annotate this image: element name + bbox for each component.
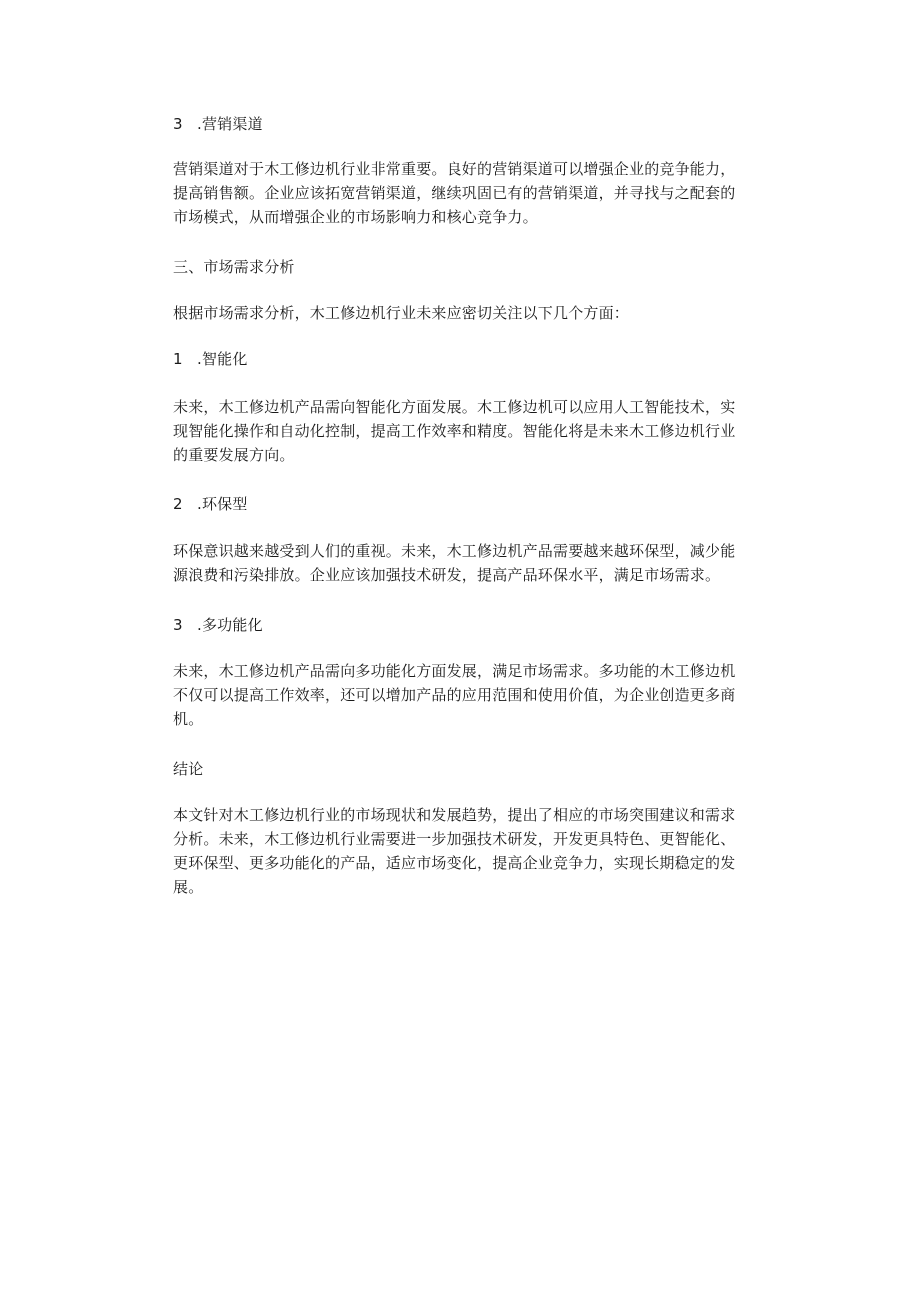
marketing-channel-heading xyxy=(173,112,753,136)
heading-number: 1 xyxy=(173,350,183,368)
conclusion-heading: 结论 xyxy=(173,760,204,778)
heading-number: 3 xyxy=(173,115,183,133)
multifunction-paragraph xyxy=(173,659,753,731)
intelligent-paragraph xyxy=(173,395,753,467)
paragraph-line: 本文针对木工修边机行业的市场现状和发展趋势，提出了相应的市场突围建议和需求 xyxy=(173,806,736,824)
paragraph-line: 市场模式，从而增强企业的市场影响力和核心竞争力。 xyxy=(173,208,538,226)
paragraph-line: 更环保型、更多功能化的产品，适应市场变化，提高企业竞争力，实现长期稳定的发 xyxy=(173,854,736,872)
paragraph-line: 展。 xyxy=(173,878,204,896)
paragraph-line: 现智能化操作和自动化控制，提高工作效率和精度。智能化将是未来木工修边机行业 xyxy=(173,422,736,440)
eco-friendly-paragraph xyxy=(173,539,753,587)
marketing-channel-paragraph xyxy=(173,157,753,229)
heading-title: .智能化 xyxy=(197,350,248,368)
intelligent-heading xyxy=(173,347,753,371)
multifunction-heading xyxy=(173,613,753,637)
paragraph-line: 未来，木工修边机产品需向多功能化方面发展，满足市场需求。多功能的木工修边机 xyxy=(173,662,736,680)
paragraph-line: 源浪费和污染排放。企业应该加强技术研发，提高产品环保水平，满足市场需求。 xyxy=(173,566,721,584)
paragraph-line: 的重要发展方向。 xyxy=(173,446,295,464)
paragraph-line: 营销渠道对于木工修边机行业非常重要。良好的营销渠道可以增强企业的竞争能力， xyxy=(173,160,736,178)
market-demand-section-heading: 三、市场需求分析 xyxy=(173,258,295,276)
heading-title: .环保型 xyxy=(197,495,248,513)
heading-title: .多功能化 xyxy=(197,616,263,634)
paragraph-line: 机。 xyxy=(173,710,204,728)
paragraph-line: 提高销售额。企业应该拓宽营销渠道，继续巩固已有的营销渠道，并寻找与之配套的 xyxy=(173,184,736,202)
paragraph-line: 分析。未来，木工修边机行业需要进一步加强技术研发，开发更具特色、更智能化、 xyxy=(173,830,736,848)
eco-friendly-heading xyxy=(173,492,753,516)
heading-number: 2 xyxy=(173,495,183,513)
paragraph-line: 不仅可以提高工作效率，还可以增加产品的应用范围和使用价值，为企业创造更多商 xyxy=(173,686,736,704)
paragraph-line: 未来，木工修边机产品需向智能化方面发展。木工修边机可以应用人工智能技术，实 xyxy=(173,398,736,416)
heading-number: 3 xyxy=(173,616,183,634)
paragraph-line: 环保意识越来越受到人们的重视。未来，木工修边机产品需要越来越环保型，减少能 xyxy=(173,542,736,560)
market-demand-intro: 根据市场需求分析，木工修边机行业未来应密切关注以下几个方面： xyxy=(173,304,630,322)
heading-title: .营销渠道 xyxy=(197,115,263,133)
conclusion-paragraph xyxy=(173,803,753,899)
